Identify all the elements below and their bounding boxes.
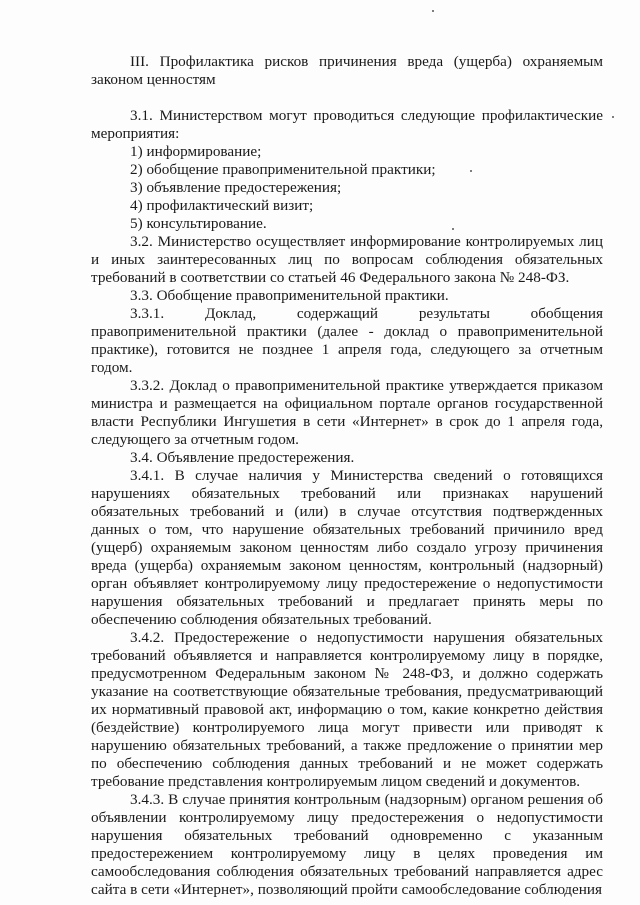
paragraph-3-4: 3.4. Объявление предостережения. [130, 449, 355, 466]
paragraph-3-3: 3.3. Обобщение правоприменительной практики. [130, 287, 449, 304]
paragraph-3-1: 3.1. Министерством могут проводиться следующие профилактические мероприятия: [91, 107, 603, 142]
paragraph-3-4-3: 3.4.3. В случае принятия контрольным (надзорным) органом решения об объявлении контролируемому лицу предостережения о недопустимости нарушения обязательных требований одновременно с указанным предостережением контролируемому лицу в целях проведения им самообследования соблюдения обязательных требований направляется адрес сайта в сети «Интернет», позволяющий пройти самообследование соблюдения [91, 791, 603, 898]
measure-item: 2) обобщение правоприменительной практики; [130, 161, 436, 178]
section-title: III. Профилактика рисков причинения вреда (ущерба) охраняемым законом ценностям [91, 53, 603, 88]
measure-item: 5) консультирование. [130, 215, 267, 232]
measure-item: 4) профилактический визит; [130, 197, 314, 214]
paragraph-3-3-2: 3.3.2. Доклад о правоприменительной практике утверждается приказом министра и размещается на официальном портале органов государственной власти Республики Ингушетия в сети «Интернет» в срок до 1 апреля года, следующего за отчетным годом. [91, 377, 603, 448]
paragraph-3-2: 3.2. Министерство осуществляет информирование контролируемых лиц и иных заинтересованных лиц по вопросам соблюдения обязательных требований в соответствии со статьей 46 Федерального закона № 248-ФЗ. [91, 233, 603, 286]
paragraph-3-4-1: 3.4.1. В случае наличия у Министерства сведений о готовящихся нарушениях обязательных требований или признаках нарушений обязательных требований и (или) в случае отсутствия подтвержденных данных о том, что нарушение обязательных требований причинило вред (ущерб) охраняемым законом ценностям либо создало угрозу причинения вреда (ущерба) охраняемым законом ценностям, контрольный (надзорный) орган объявляет контролируемому лицу предостережение о недопустимости нарушения обязательных требований и предлагает принять меры по обеспечению соблюдения обязательных требований. [91, 467, 603, 628]
scan-speck [432, 10, 434, 12]
measure-item: 1) информирование; [130, 143, 262, 160]
scan-speck [612, 116, 614, 118]
paragraph-3-4-2: 3.4.2. Предостережение о недопустимости нарушения обязательных требований объявляется и направляется контролируемому лицу в порядке, предусмотренном Федеральным законом № 248-ФЗ, и должно содержать указание на соответствующие обязательные требования, предусматривающий их нормативный правовой акт, информацию о том, какие конкретно действия (бездействие) контролируемого лица могут привести или приводят к нарушению обязательных требований, а также предложение о принятии мер по обеспечению соблюдения данных требований и не может содержать требование представления контролируемым лицом сведений и документов. [91, 629, 603, 790]
document-body [91, 53, 603, 899]
paragraph-3-3-1: 3.3.1. Доклад, содержащий результаты обобщения правоприменительной практики (далее - доклад о правоприменительной практике), готовится не позднее 1 апреля года, следующего за отчетным годом. [91, 305, 603, 376]
blank-line [91, 89, 603, 107]
measure-item: 3) объявление предостережения; [130, 179, 342, 196]
